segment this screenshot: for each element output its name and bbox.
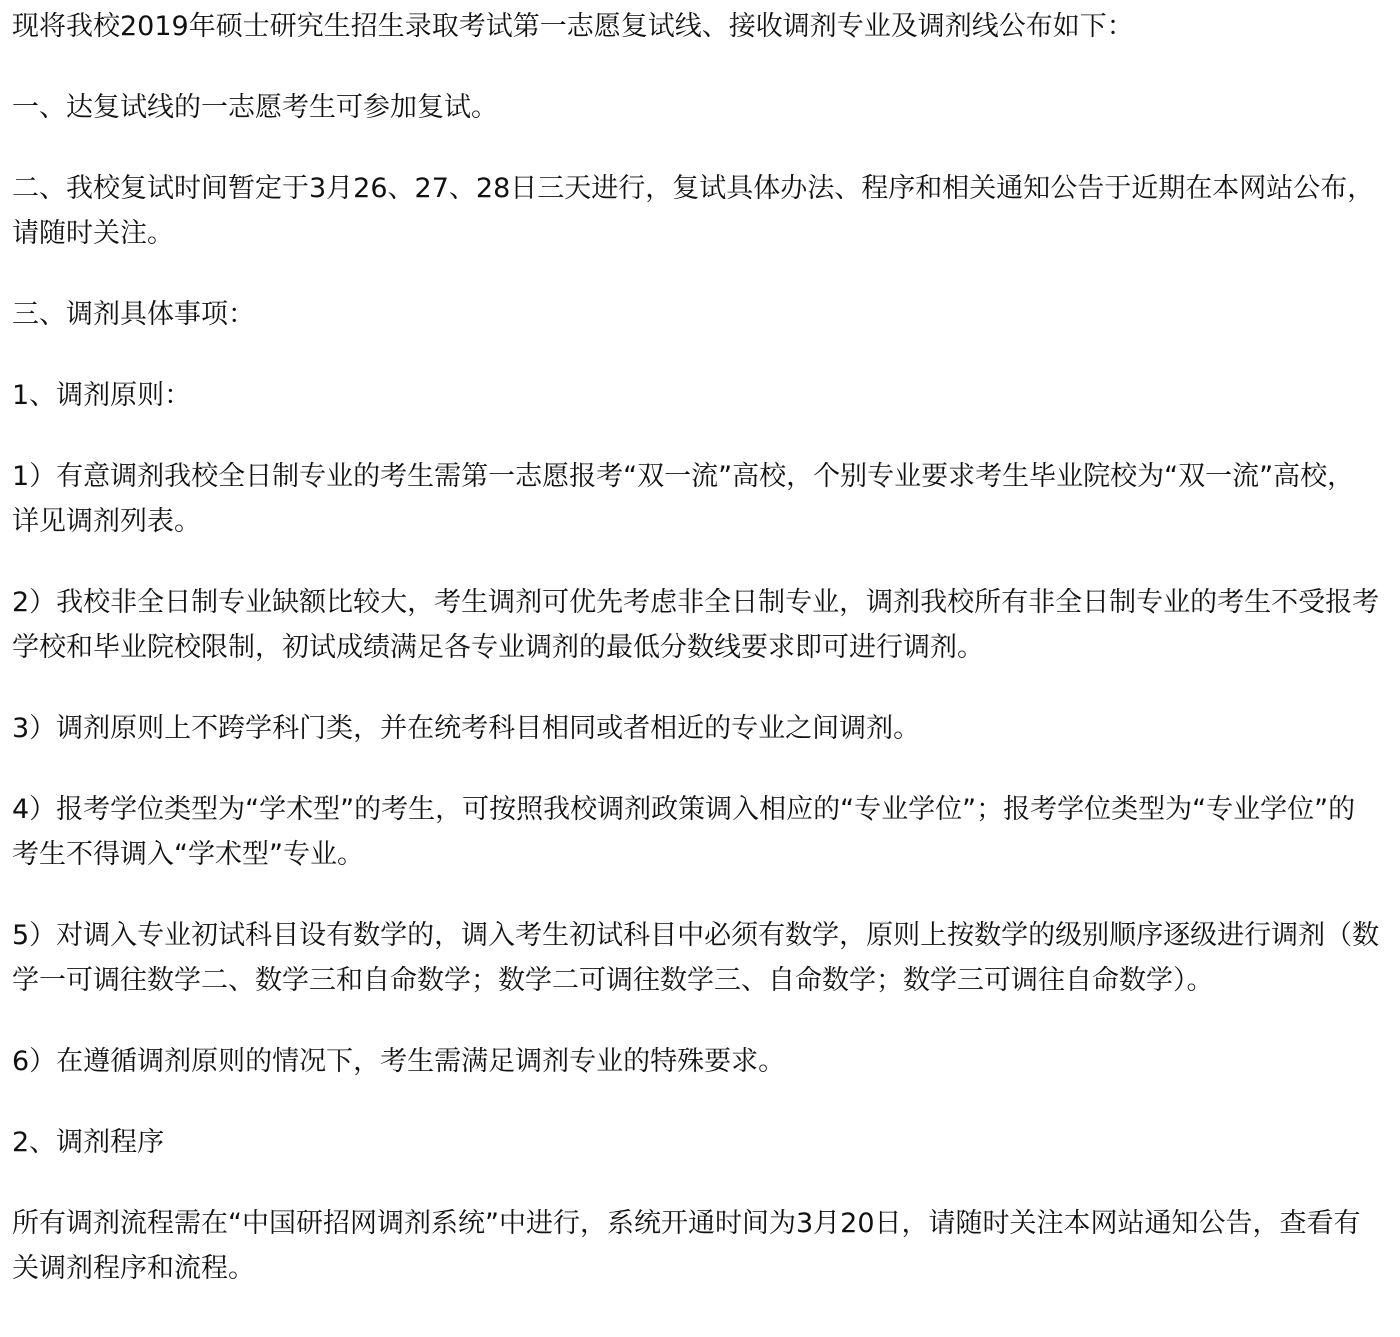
principle-item-4: 4）报考学位类型为“学术型”的考生，可按照我校调剂政策调入相应的“专业学位”；报考学位类型为“专业学位”的考生不得调入“学术型”专业。 <box>12 794 1356 870</box>
principle-item-6: 6）在遵循调剂原则的情况下，考生需满足调剂专业的特殊要求。 <box>12 1046 786 1077</box>
procedure-paragraph: 所有调剂流程需在“中国研招网调剂系统”中进行，系统开通时间为3月20日，请随时关注本网站通知公告，查看有关调剂程序和流程。 <box>12 1208 1361 1284</box>
section-2-retest-schedule: 二、我校复试时间暂定于3月26、27、28日三天进行，复试具体办法、程序和相关通知公告于近期在本网站公布，请随时关注。 <box>12 173 1375 249</box>
subsection-adjustment-procedure: 2、调剂程序 <box>12 1127 165 1158</box>
notice-document <box>12 4 1380 1291</box>
principle-item-2: 2）我校非全日制专业缺额比较大，考生调剂可优先考虑非全日制专业，调剂我校所有非全日制专业的考生不受报考学校和毕业院校限制，初试成绩满足各专业调剂的最低分数线要求即可进行调剂。 <box>12 587 1380 663</box>
subsection-adjustment-principles: 1、调剂原则： <box>12 380 192 411</box>
principle-item-3: 3）调剂原则上不跨学科门类，并在统考科目相同或者相近的专业之间调剂。 <box>12 713 921 744</box>
principle-item-5: 5）对调入专业初试科目设有数学的，调入考生初试科目中必须有数学，原则上按数学的级别顺序逐级进行调剂（数学一可调往数学二、数学三和自命数学；数学二可调往数学三、自命数学；数学三可调往自命数学）。 <box>12 920 1380 996</box>
intro-paragraph: 现将我校2019年硕士研究生招生录取考试第一志愿复试线、接收调剂专业及调剂线公布如下： <box>12 11 1134 42</box>
principle-item-1: 1）有意调剂我校全日制专业的考生需第一志愿报考“双一流”高校，个别专业要求考生毕业院校为“双一流”高校，详见调剂列表。 <box>12 461 1355 537</box>
section-3-heading: 三、调剂具体事项： <box>12 299 255 330</box>
section-1-retest-eligibility: 一、达复试线的一志愿考生可参加复试。 <box>12 92 498 123</box>
